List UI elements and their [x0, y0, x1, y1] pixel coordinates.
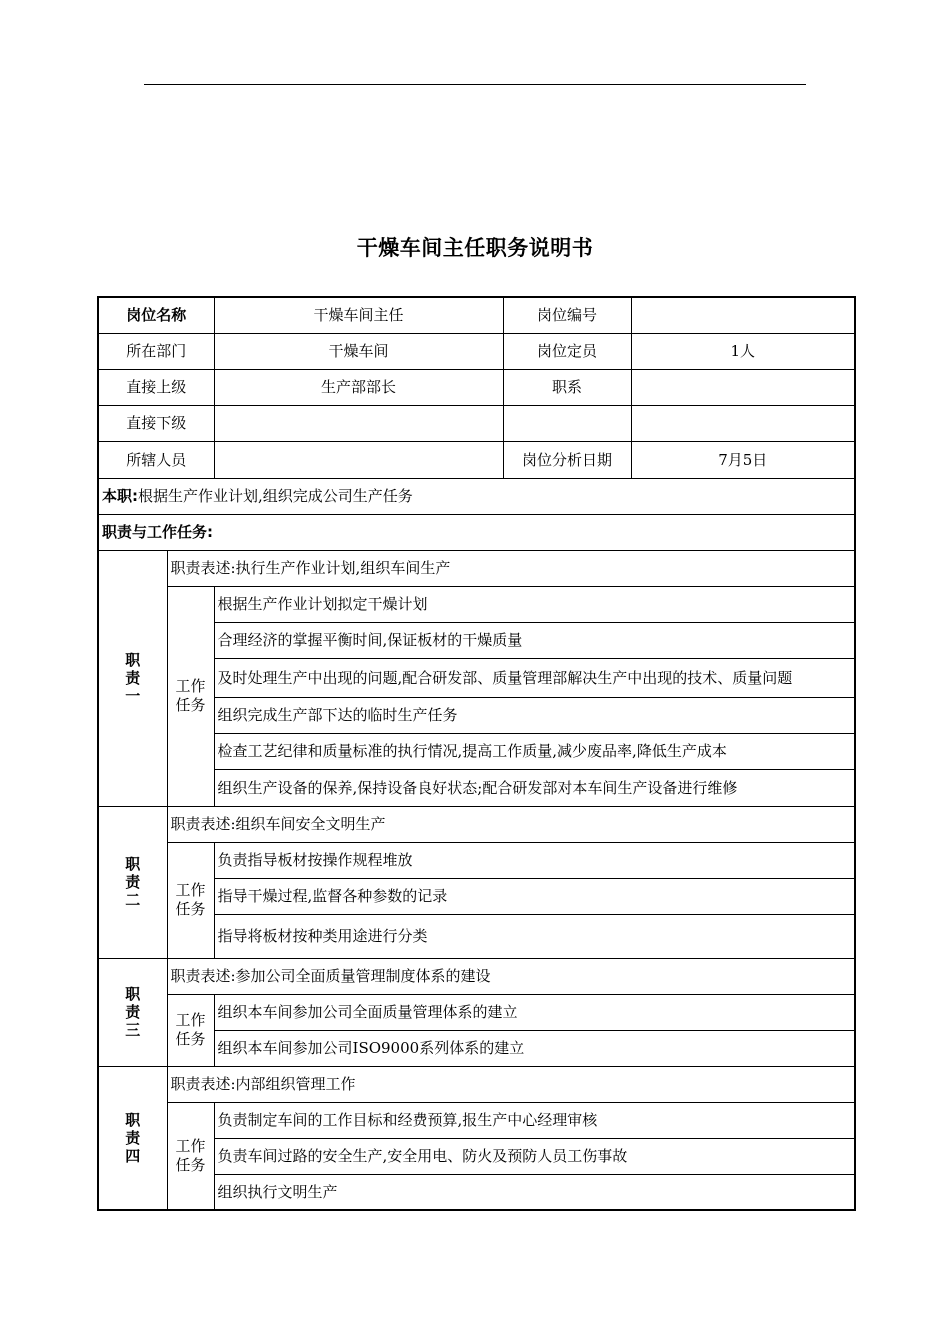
task-item: 根据生产作业计划拟定干燥计划: [214, 586, 855, 622]
duty-desc-row: [98, 958, 855, 994]
quota-label: 岗位定员: [503, 333, 631, 369]
info-row: [98, 405, 855, 441]
job-description-table: [97, 296, 856, 1211]
dept-value: 干燥车间: [214, 333, 503, 369]
task-item: 组织执行文明生产: [214, 1174, 855, 1210]
duty-name: 职 责 三: [98, 958, 167, 1066]
rank-label: 职系: [503, 369, 631, 405]
task-item: 负责制定车间的工作目标和经费预算,报生产中心经理审核: [214, 1102, 855, 1138]
empty-cell: [631, 405, 855, 441]
duties-header: 职责与工作任务:: [98, 514, 855, 550]
core-row: [98, 478, 855, 514]
task-item: 合理经济的掌握平衡时间,保证板材的干燥质量: [214, 622, 855, 658]
task-item: 组织完成生产部下达的临时生产任务: [214, 697, 855, 733]
duty-description: 职责表述:内部组织管理工作: [167, 1066, 855, 1102]
duties-header-row: [98, 514, 855, 550]
task-item: 组织本车间参加公司全面质量管理体系的建立: [214, 994, 855, 1030]
task-item: 指导将板材按种类用途进行分类: [214, 914, 855, 958]
analysis-date-value: 7月5日: [631, 441, 855, 478]
task-item: 负责车间过路的安全生产,安全用电、防火及预防人员工伤事故: [214, 1138, 855, 1174]
duty-description: 职责表述:执行生产作业计划,组织车间生产: [167, 550, 855, 586]
duty-description: 职责表述:组织车间安全文明生产: [167, 806, 855, 842]
dept-label: 所在部门: [98, 333, 214, 369]
subordinate-value: [214, 405, 503, 441]
task-label: 工作 任务: [167, 1102, 214, 1210]
duty-name: 职 责 一: [98, 550, 167, 806]
info-row: [98, 333, 855, 369]
header-rule: [144, 84, 806, 85]
duty-desc-row: [98, 1066, 855, 1102]
subordinate-label: 直接下级: [98, 405, 214, 441]
task-row: [98, 586, 855, 622]
task-item: 及时处理生产中出现的问题,配合研发部、质量管理部解决生产中出现的技术、质量问题: [214, 658, 855, 697]
superior-label: 直接上级: [98, 369, 214, 405]
info-row: [98, 297, 855, 333]
task-row: [98, 994, 855, 1030]
quota-value: 1人: [631, 333, 855, 369]
duty-description: 职责表述:参加公司全面质量管理制度体系的建设: [167, 958, 855, 994]
task-item: 检查工艺纪律和质量标准的执行情况,提高工作质量,减少废品率,降低生产成本: [214, 733, 855, 769]
task-label: 工作 任务: [167, 994, 214, 1066]
core-text: 根据生产作业计划,组织完成公司生产任务: [138, 487, 413, 505]
duty-desc-row: [98, 806, 855, 842]
empty-cell: [503, 405, 631, 441]
rank-value: [631, 369, 855, 405]
duty-desc-row: [98, 550, 855, 586]
post-name-value: 干燥车间主任: [214, 297, 503, 333]
task-item: 指导干燥过程,监督各种参数的记录: [214, 878, 855, 914]
task-item: 负责指导板材按操作规程堆放: [214, 842, 855, 878]
task-item: 组织生产设备的保养,保持设备良好状态;配合研发部对本车间生产设备进行维修: [214, 769, 855, 806]
task-row: [98, 842, 855, 878]
post-no-value: [631, 297, 855, 333]
info-row: [98, 441, 855, 478]
task-label: 工作 任务: [167, 586, 214, 806]
task-label: 工作 任务: [167, 842, 214, 958]
duty-name: 职 责 二: [98, 806, 167, 958]
task-row: [98, 1102, 855, 1138]
info-row: [98, 369, 855, 405]
core-cell: [98, 478, 855, 514]
duty-name: 职 责 四: [98, 1066, 167, 1210]
superior-value: 生产部部长: [214, 369, 503, 405]
core-label: 本职:: [102, 487, 138, 505]
post-name-label: 岗位名称: [98, 297, 214, 333]
analysis-date-label: 岗位分析日期: [503, 441, 631, 478]
staff-value: [214, 441, 503, 478]
document-title: 干燥车间主任职务说明书: [356, 236, 594, 260]
task-item: 组织本车间参加公司ISO9000系列体系的建立: [214, 1030, 855, 1066]
post-no-label: 岗位编号: [503, 297, 631, 333]
staff-label: 所辖人员: [98, 441, 214, 478]
